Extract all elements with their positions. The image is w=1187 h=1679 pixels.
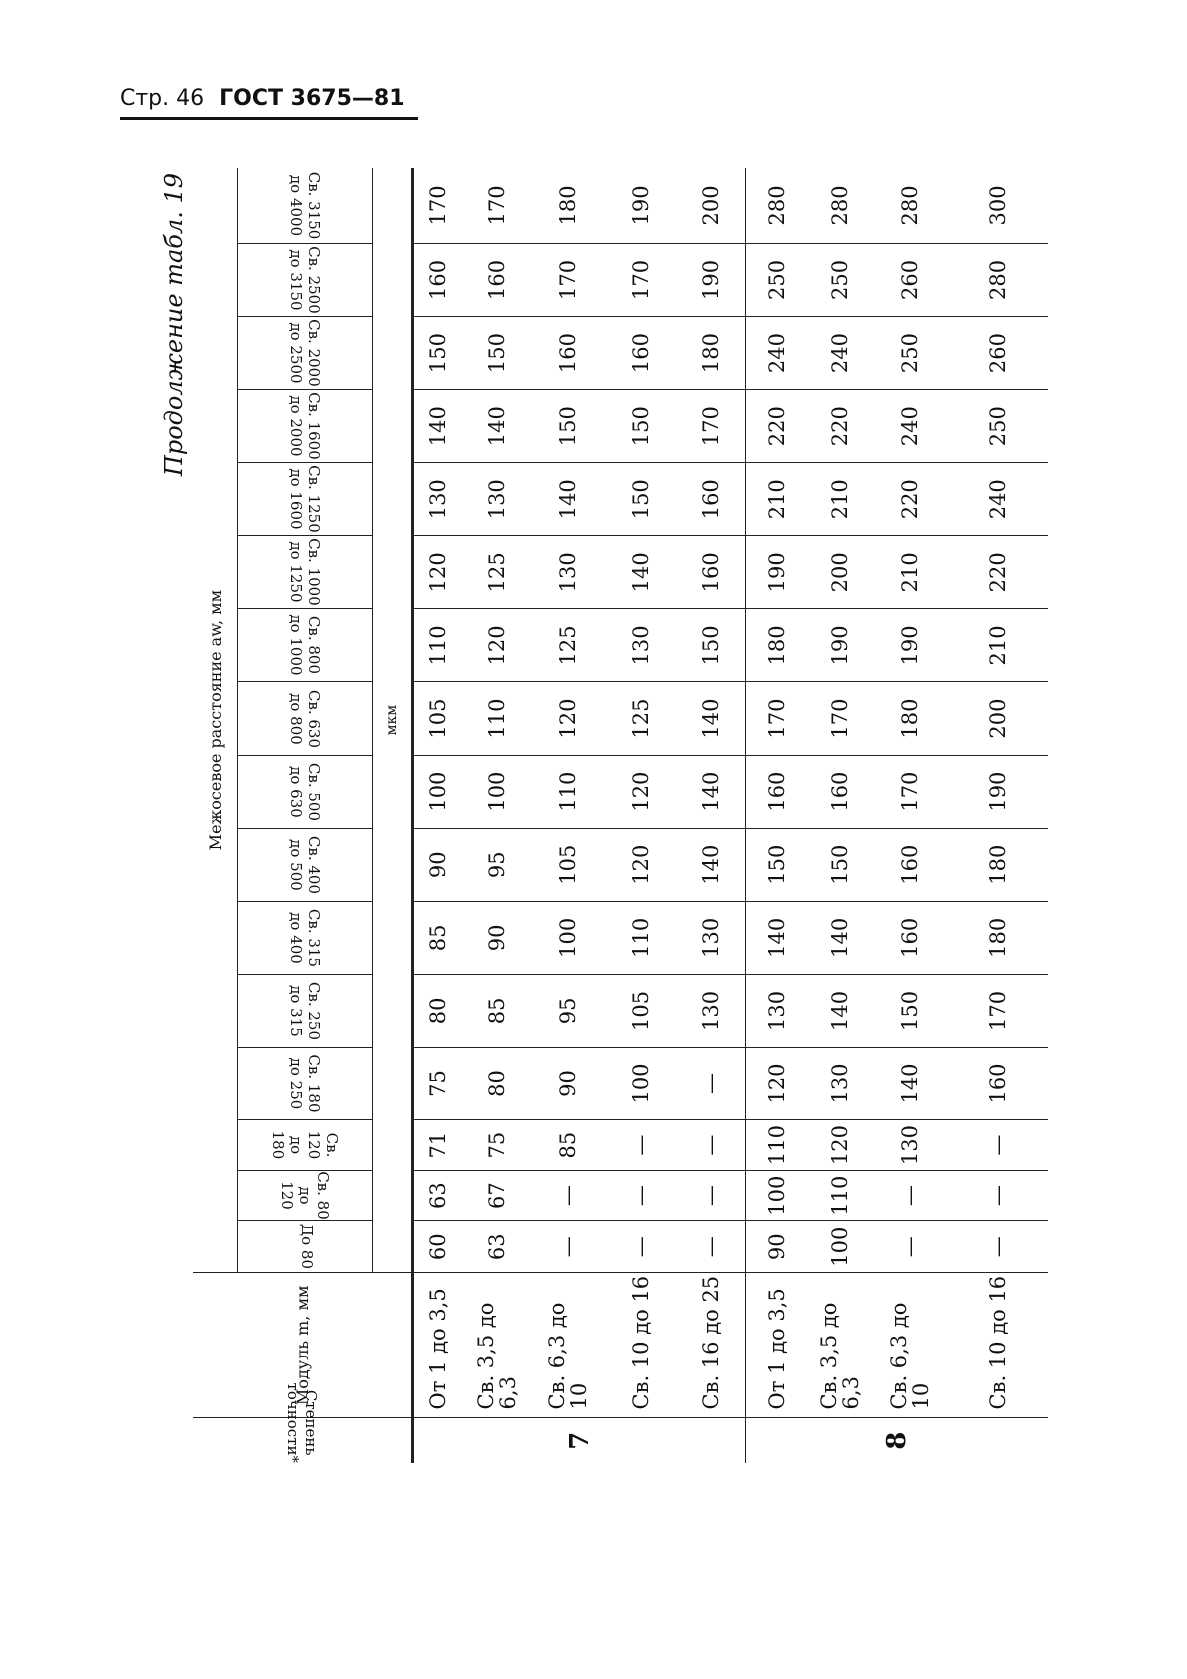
value-cell: 130 [413, 463, 463, 536]
value-cell: — [605, 1221, 678, 1273]
value-cell: 120 [808, 1120, 873, 1171]
value-cell: 170 [808, 682, 873, 755]
table-row [948, 168, 1048, 1463]
value-cell: 110 [808, 1171, 873, 1221]
module-cell: Св. 3,5 до 6,3 [808, 1273, 873, 1418]
value-cell: 67 [463, 1171, 531, 1221]
range-header-label: Св. 3150 до 4000 [286, 171, 323, 240]
value-cell: — [605, 1171, 678, 1221]
value-cell: 63 [413, 1171, 463, 1221]
value-cell: 85 [531, 1120, 605, 1171]
value-cell: 75 [413, 1047, 463, 1119]
value-cell: 95 [463, 828, 531, 901]
value-cell: 130 [678, 974, 746, 1047]
value-cell: 240 [873, 390, 948, 463]
value-cell: 190 [746, 536, 808, 609]
value-cell: 130 [531, 536, 605, 609]
range-header-label: Св. 1250 до 1600 [286, 465, 323, 534]
degree-cell: 7 [413, 1418, 746, 1463]
value-cell: 180 [678, 317, 746, 390]
value-cell: 160 [413, 243, 463, 316]
value-cell: 210 [948, 609, 1048, 682]
value-cell: 160 [873, 901, 948, 974]
range-header [238, 536, 373, 609]
value-cell: 190 [678, 243, 746, 316]
value-cell: 260 [948, 317, 1048, 390]
value-cell: 90 [746, 1221, 808, 1273]
value-cell: 240 [808, 317, 873, 390]
range-header [238, 317, 373, 390]
value-cell: 280 [948, 243, 1048, 316]
value-cell: 130 [808, 1047, 873, 1119]
value-cell: 160 [605, 317, 678, 390]
value-cell: 125 [463, 536, 531, 609]
value-cell: 210 [746, 463, 808, 536]
value-cell: 100 [463, 755, 531, 828]
value-cell: 71 [413, 1120, 463, 1171]
value-cell: 140 [678, 682, 746, 755]
range-header [238, 609, 373, 682]
table-row [873, 168, 948, 1463]
range-header [238, 1221, 373, 1273]
table-title: Продолжение табл. 19 [160, 173, 188, 477]
rotated-table-container [155, 163, 1035, 1463]
value-cell: 110 [413, 609, 463, 682]
value-cell: 140 [678, 828, 746, 901]
value-cell: 180 [948, 828, 1048, 901]
module-cell: От 1 до 3,5 [746, 1273, 808, 1418]
value-cell: 200 [948, 682, 1048, 755]
value-cell: 80 [463, 1047, 531, 1119]
range-header-label: Св. 315 до 400 [286, 908, 323, 967]
value-cell: 150 [808, 828, 873, 901]
value-cell: 130 [678, 901, 746, 974]
value-cell: 63 [463, 1221, 531, 1273]
value-cell: 170 [531, 243, 605, 316]
degree-cell: 8 [746, 1418, 1048, 1463]
value-cell: 60 [413, 1221, 463, 1273]
value-cell: 300 [948, 168, 1048, 243]
value-cell: 100 [746, 1171, 808, 1221]
value-cell: 220 [808, 390, 873, 463]
value-cell: 280 [808, 168, 873, 243]
value-cell: 95 [531, 974, 605, 1047]
value-cell: 170 [413, 168, 463, 243]
value-cell: 125 [531, 609, 605, 682]
value-cell: 125 [605, 682, 678, 755]
range-header [238, 390, 373, 463]
range-header-label: Св. 400 до 500 [286, 835, 323, 894]
module-header: Модуль m, мм [193, 1273, 413, 1418]
value-cell: 170 [746, 682, 808, 755]
table-row [413, 168, 463, 1463]
value-cell: 160 [948, 1047, 1048, 1119]
value-cell: 85 [463, 974, 531, 1047]
value-cell: 150 [605, 463, 678, 536]
value-cell: 110 [531, 755, 605, 828]
value-cell: 140 [605, 536, 678, 609]
range-header-label: Св. 120 до 180 [268, 1130, 341, 1160]
value-cell: 180 [531, 168, 605, 243]
value-cell: 130 [873, 1120, 948, 1171]
table-row [531, 168, 605, 1463]
value-cell: — [531, 1221, 605, 1273]
value-cell: 250 [746, 243, 808, 316]
value-cell: 100 [605, 1047, 678, 1119]
value-cell: 240 [948, 463, 1048, 536]
value-cell: 140 [873, 1047, 948, 1119]
value-cell: 260 [873, 243, 948, 316]
value-cell: 250 [948, 390, 1048, 463]
value-cell: 140 [678, 755, 746, 828]
range-header [238, 682, 373, 755]
value-cell: 180 [873, 682, 948, 755]
range-header [238, 828, 373, 901]
value-cell: 160 [746, 755, 808, 828]
range-header-label: Св. 80 до 120 [277, 1171, 332, 1220]
value-cell: 150 [463, 317, 531, 390]
range-header [238, 901, 373, 974]
value-cell: 120 [413, 536, 463, 609]
page-number: Стр. 46 [120, 86, 205, 111]
value-cell: — [678, 1221, 746, 1273]
value-cell: 180 [746, 609, 808, 682]
value-cell: 150 [605, 390, 678, 463]
value-cell: 140 [463, 390, 531, 463]
range-header [238, 1171, 373, 1221]
unit-label: мкм [373, 168, 413, 1273]
value-cell: 250 [873, 317, 948, 390]
value-cell: 140 [746, 901, 808, 974]
table-row [746, 168, 808, 1463]
value-cell: 130 [463, 463, 531, 536]
range-header-label: Св. 630 до 800 [286, 689, 323, 748]
value-cell: 110 [746, 1120, 808, 1171]
value-cell: 170 [873, 755, 948, 828]
value-cell: 220 [746, 390, 808, 463]
value-cell: 140 [808, 974, 873, 1047]
value-cell: 80 [413, 974, 463, 1047]
value-cell: 120 [531, 682, 605, 755]
value-cell: 85 [413, 901, 463, 974]
value-cell: 90 [531, 1047, 605, 1119]
range-header [238, 243, 373, 316]
degree-header [193, 1382, 413, 1464]
page-header [120, 86, 418, 120]
value-cell: — [948, 1221, 1048, 1273]
value-cell: 160 [678, 463, 746, 536]
value-cell: 130 [746, 974, 808, 1047]
table-row [605, 168, 678, 1463]
range-header-label: Св. 500 до 630 [286, 762, 323, 821]
value-cell: 105 [605, 974, 678, 1047]
value-cell: 120 [605, 828, 678, 901]
table-row [808, 168, 873, 1463]
value-cell: 90 [463, 901, 531, 974]
value-cell: 240 [746, 317, 808, 390]
value-cell: 170 [463, 168, 531, 243]
range-header [238, 168, 373, 243]
value-cell: 180 [948, 901, 1048, 974]
tolerance-table [193, 168, 1048, 1463]
range-header-label: Св. 2500 до 3150 [286, 246, 323, 314]
value-cell: 150 [873, 974, 948, 1047]
value-cell: 130 [605, 609, 678, 682]
distance-header: Межосевое расстояние aw, мм [193, 168, 238, 1273]
standard-number: ГОСТ 3675—81 [219, 86, 405, 111]
range-header-label: Св. 1000 до 1250 [286, 538, 323, 607]
module-cell: Св. 3,5 до 6,3 [463, 1273, 531, 1418]
range-header-label: Св. 800 до 1000 [286, 614, 323, 677]
value-cell: 190 [948, 755, 1048, 828]
value-cell: — [605, 1120, 678, 1171]
value-cell: — [678, 1047, 746, 1119]
value-cell: 210 [873, 536, 948, 609]
value-cell: 140 [531, 463, 605, 536]
value-cell: 190 [808, 609, 873, 682]
value-cell: 110 [463, 682, 531, 755]
range-header-label: До 80 [298, 1224, 316, 1270]
range-header-label: Св. 180 до 250 [286, 1054, 323, 1113]
value-cell: 100 [808, 1221, 873, 1273]
value-cell: 160 [873, 828, 948, 901]
value-cell: 150 [531, 390, 605, 463]
value-cell: 200 [808, 536, 873, 609]
value-cell: 140 [808, 901, 873, 974]
value-cell: 105 [413, 682, 463, 755]
range-header [238, 974, 373, 1047]
range-header-label: Св. 1600 до 2000 [286, 392, 323, 460]
value-cell: 150 [746, 828, 808, 901]
value-cell: — [873, 1171, 948, 1221]
value-cell: 210 [808, 463, 873, 536]
value-cell: 75 [463, 1120, 531, 1171]
range-header [238, 755, 373, 828]
value-cell: 90 [413, 828, 463, 901]
value-cell: 170 [678, 390, 746, 463]
value-cell: — [948, 1120, 1048, 1171]
value-cell: 160 [463, 243, 531, 316]
value-cell: 105 [531, 828, 605, 901]
value-cell: — [678, 1171, 746, 1221]
table-row [463, 168, 531, 1463]
value-cell: 150 [678, 609, 746, 682]
value-cell: 120 [605, 755, 678, 828]
value-cell: 160 [531, 317, 605, 390]
table-row [678, 168, 746, 1463]
value-cell: — [531, 1171, 605, 1221]
module-cell: От 1 до 3,5 [413, 1273, 463, 1418]
value-cell: — [873, 1221, 948, 1273]
range-header [238, 1047, 373, 1119]
value-cell: 220 [873, 463, 948, 536]
value-cell: 170 [605, 243, 678, 316]
module-cell: Св. 6,3 до 10 [531, 1273, 605, 1418]
module-cell: Св. 10 до 16 [605, 1273, 678, 1418]
module-cell: Св. 10 до 16 [948, 1273, 1048, 1418]
range-header-label: Св. 250 до 315 [286, 981, 323, 1040]
value-cell: 120 [463, 609, 531, 682]
value-cell: 280 [873, 168, 948, 243]
value-cell: 140 [413, 390, 463, 463]
module-cell: Св. 6,3 до 10 [873, 1273, 948, 1418]
value-cell: 250 [808, 243, 873, 316]
range-header-label: Св. 2000 до 2500 [286, 319, 323, 387]
module-cell: Св. 16 до 25 [678, 1273, 746, 1418]
value-cell: — [948, 1171, 1048, 1221]
value-cell: 220 [948, 536, 1048, 609]
value-cell: 160 [678, 536, 746, 609]
value-cell: 160 [808, 755, 873, 828]
value-cell: 100 [531, 901, 605, 974]
value-cell: 170 [948, 974, 1048, 1047]
value-cell: — [678, 1120, 746, 1171]
range-header [238, 1120, 373, 1171]
value-cell: 150 [413, 317, 463, 390]
value-cell: 190 [605, 168, 678, 243]
value-cell: 110 [605, 901, 678, 974]
value-cell: 190 [873, 609, 948, 682]
value-cell: 280 [746, 168, 808, 243]
value-cell: 120 [746, 1047, 808, 1119]
value-cell: 100 [413, 755, 463, 828]
degree-header-label: Степень точности* [283, 1382, 320, 1464]
range-header [238, 463, 373, 536]
value-cell: 200 [678, 168, 746, 243]
